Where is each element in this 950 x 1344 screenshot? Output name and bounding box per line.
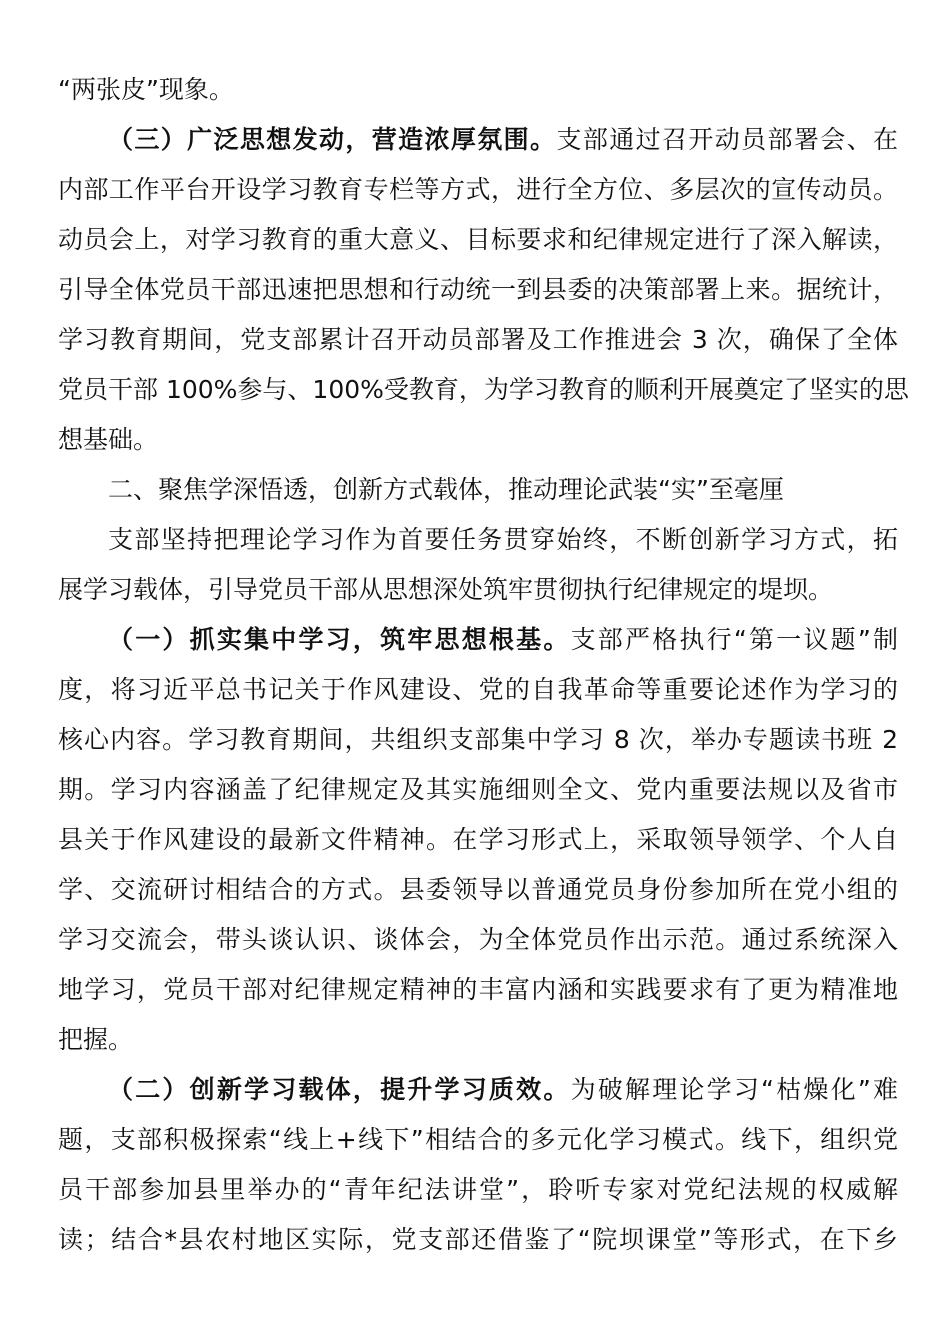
text-line: 县关于作风建设的最新文件精神。在学习形式上，采取领导领学、个人自 xyxy=(58,825,898,854)
paragraph-heading: （三）广泛思想发动，营造浓厚氛围。 xyxy=(108,125,557,154)
text-line: 内部工作平台开设学习教育专栏等方式，进行全方位、多层次的宣传动员。 xyxy=(58,175,898,204)
text-line: 支部坚持把理论学习作为首要任务贯穿始终，不断创新学习方式，拓 xyxy=(108,525,898,554)
text-span: 支部严格执行“第一议题”制 xyxy=(570,625,898,654)
paragraph-first-line xyxy=(108,620,898,660)
paragraph-first-line xyxy=(108,1070,898,1110)
text-line: 期。学习内容涵盖了纪律规定及其实施细则全文、党内重要法规以及省市 xyxy=(58,775,898,804)
text-line: 展学习载体，引导党员干部从思想深处筑牢贯彻执行纪律规定的堤坝。 xyxy=(58,575,834,604)
text-line: 动员会上，对学习教育的重大意义、目标要求和纪律规定进行了深入解读， xyxy=(58,225,898,254)
paragraph-heading: （一）抓实集中学习，筑牢思想根基。 xyxy=(108,625,571,654)
paragraph-first-line xyxy=(108,120,898,160)
paragraph-heading: （二）创新学习载体，提升学习质效。 xyxy=(108,1075,571,1104)
text-line: 党员干部 100%参与、100%受教育，为学习教育的顺利开展奠定了坚实的思 xyxy=(58,375,909,404)
section-title: 二、聚焦学深悟透，创新方式载体，推动理论武装“实”至毫厘 xyxy=(108,475,784,504)
text-line: 学习教育期间，党支部累计召开动员部署及工作推进会 3 次，确保了全体 xyxy=(58,325,898,354)
text-line: 学、交流研讨相结合的方式。县委领导以普通党员身份参加所在党小组的 xyxy=(58,875,898,904)
text-line: 想基础。 xyxy=(58,425,159,454)
text-line: 把握。 xyxy=(58,1025,134,1054)
text-line: “两张皮”现象。 xyxy=(58,75,234,104)
text-line: 度，将习近平总书记关于作风建设、党的自我革命等重要论述作为学习的 xyxy=(58,675,898,704)
text-line: 读；结合*县农村地区实际，党支部还借鉴了“院坝课堂”等形式，在下乡 xyxy=(58,1225,898,1254)
text-line: 地学习，党员干部对纪律规定精神的丰富内涵和实践要求有了更为精准地 xyxy=(58,975,898,1004)
text-line: 引导全体党员干部迅速把思想和行动统一到县委的决策部署上来。据统计， xyxy=(58,275,898,304)
text-line: 学习交流会，带头谈认识、谈体会，为全体党员作出示范。通过系统深入 xyxy=(58,925,898,954)
text-span: 为破解理论学习“枯燥化”难 xyxy=(570,1075,898,1104)
text-span: 支部通过召开动员部署会、在 xyxy=(556,125,898,154)
text-line: 核心内容。学习教育期间，共组织支部集中学习 8 次，举办专题读书班 2 xyxy=(58,725,898,754)
text-line: 员干部参加县里举办的“青年纪法讲堂”，聆听专家对党纪法规的权威解 xyxy=(58,1175,898,1204)
text-line: 题，支部积极探索“线上+线下”相结合的多元化学习模式。线下，组织党 xyxy=(58,1125,898,1154)
